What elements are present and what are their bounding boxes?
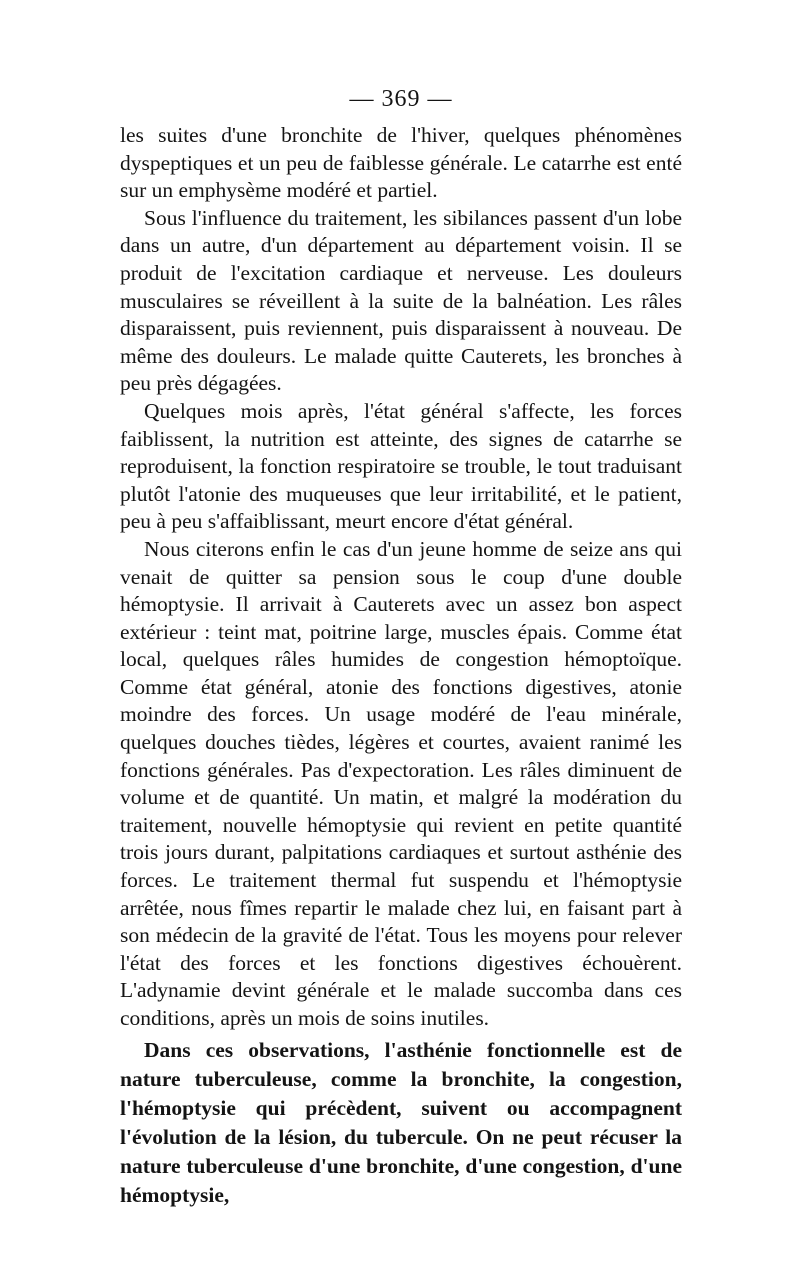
paragraph-young-man-case: Nous citerons enfin le cas d'un jeune homme de seize ans qui venait de quitter sa pension sous le coup d'une double hémoptysie. Il arrivait à Cauterets avec un assez bon aspect extérieur : teint mat, poitrine large, muscles épais. Comme état local, quelques râles humides de congestion hémoptoïque. Comme état général, atonie des fonctions digestives, atonie moindre des forces. Un usage modéré de l'eau minérale, quelques douches tièdes, légères et courtes, avaient ranimé les fonctions générales. Pas d'expectoration. Les râles diminuent de volume et de quantité. Un matin, et malgré la modération du traitement, nouvelle hémoptysie qui revient en petite quantité trois jours durant, palpitations cardiaques et surtout asthénie des forces. Le traitement thermal fut suspendu et l'hémoptysie arrêtée, nous fîmes repartir le malade chez lui, en faisant part à son médecin de la gravité de l'état. Tous les moyens pour relever l'état des forces et les fonctions digestives échouèrent. L'adynamie devint générale et le malade succomba dans ces conditions, après un mois de soins inutiles. [120,536,682,1030]
paragraph-conclusion: Dans ces observations, l'asthénie fonctionnelle est de nature tuberculeuse, comme la bronchite, la congestion, l'hémoptysie qui précèdent, suivent ou accompagnent l'évolution de la lésion, du tubercule. On ne peut récuser la nature tuberculeuse d'une bronchite, d'une congestion, d'une hémoptysie, [120,1037,682,1207]
page-number: — 369 — [349,86,453,112]
paragraph-continuation: les suites d'une bronchite de l'hiver, quelques phénomènes dyspeptiques et un peu de faiblesse générale. Le catarrhe est enté sur un emphysème modéré et partiel. [120,123,682,203]
paragraph-treatment-influence: Sous l'influence du traitement, les sibilances passent d'un lobe dans un autre, d'un département au département voisin. Il se produit de l'excitation cardiaque et nerveuse. Les douleurs musculaires se réveillent à la suite de la balnéation. Les râles disparaissent, puis reviennent, puis disparaissent à nouveau. De même des douleurs. Le malade quitte Cauterets, les bronches à peu près dégagées. [120,205,682,396]
book-page [120,84,682,1210]
paragraph-months-after: Quelques mois après, l'état général s'affecte, les forces faiblissent, la nutrition est atteinte, des signes de catarrhe se reproduisent, la fonction respiratoire se trouble, le tout traduisant plutôt l'atonie des muqueuses que leur irritabilité, et le patient, peu à peu s'affaiblissant, meurt encore d'état général. [120,398,682,534]
